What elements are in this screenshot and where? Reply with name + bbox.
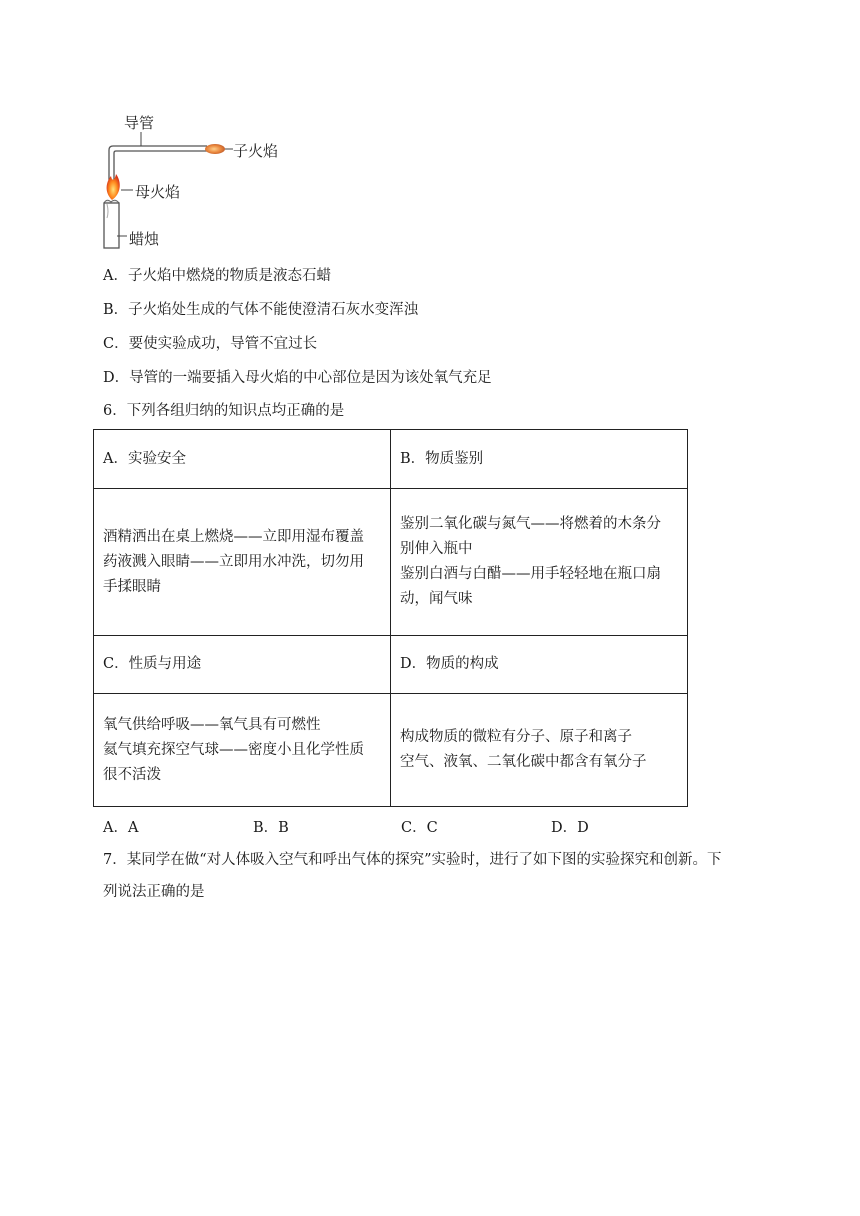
cell-b-line: 别伸入瓶中 xyxy=(400,541,473,557)
cell-b-line: 动，闻气味 xyxy=(400,591,473,607)
cell-c-title xyxy=(94,636,391,694)
candle-experiment-figure xyxy=(95,108,315,253)
cell-a-line: 酒精洒出在桌上燃烧——立即用湿布覆盖 xyxy=(103,528,364,545)
q6-answer-c: C．C xyxy=(401,820,438,836)
cell-a-body xyxy=(94,489,391,636)
q5-option-a: A．子火焰中燃烧的物质是液态石蜡 xyxy=(103,268,331,284)
cell-d-body xyxy=(391,694,688,807)
cell-a-title-text: A．实验安全 xyxy=(103,450,186,467)
cell-c-body xyxy=(94,694,391,807)
q6-knowledge-table xyxy=(93,429,688,807)
cell-b-title xyxy=(391,430,688,489)
cell-b-body xyxy=(391,489,688,636)
candle-label: 蜡烛 xyxy=(129,230,160,248)
cell-d-line: 空气、液氧、二氧化碳中都含有氧分子 xyxy=(400,754,647,770)
cell-d-title-text: D．物质的构成 xyxy=(400,656,499,672)
q6-answer-a: A．A xyxy=(103,820,139,836)
cell-a-line: 药液溅入眼睛——立即用水冲洗，切勿用 xyxy=(103,553,364,570)
cell-b-title-text: B．物质鉴别 xyxy=(400,450,484,467)
q5-option-b: B．子火焰处生成的气体不能使澄清石灰水变浑浊 xyxy=(103,302,419,318)
q6-answer-d: D．D xyxy=(551,820,589,836)
cell-b-line: 鉴别二氧化碳与氮气——将燃着的木条分 xyxy=(400,516,661,532)
q5-option-c: C．要使实验成功，导管不宜过长 xyxy=(103,336,318,352)
cell-c-line: 氧气供给呼吸——氧气具有可燃性 xyxy=(103,716,321,733)
q5-option-d: D．导管的一端要插入母火焰的中心部位是因为该处氧气充足 xyxy=(103,370,492,386)
child-flame-label: 子火焰 xyxy=(233,142,279,160)
tube-label: 导管 xyxy=(124,114,155,132)
q6-stem: 6．下列各组归纳的知识点均正确的是 xyxy=(103,403,345,419)
q7-stem-line2: 列说法正确的是 xyxy=(103,884,205,900)
mother-flame-label: 母火焰 xyxy=(135,183,181,201)
q6-answer-b: B．B xyxy=(253,820,289,836)
cell-a-title xyxy=(94,430,391,489)
cell-d-title xyxy=(391,636,688,694)
cell-c-line: 很不活泼 xyxy=(103,766,161,783)
cell-d-line: 构成物质的微粒有分子、原子和离子 xyxy=(400,729,632,745)
cell-b-line: 鉴别白酒与白醋——用手轻轻地在瓶口扇 xyxy=(400,566,661,582)
cell-c-title-text: C．性质与用途 xyxy=(103,656,202,672)
cell-c-line: 氦气填充探空气球——密度小且化学性质 xyxy=(103,741,364,758)
q7-stem-line1: 7．某同学在做“对人体吸入空气和呼出气体的探究”实验时，进行了如下图的实验探究和创新。下 xyxy=(103,852,722,868)
cell-a-line: 手揉眼睛 xyxy=(103,578,161,595)
